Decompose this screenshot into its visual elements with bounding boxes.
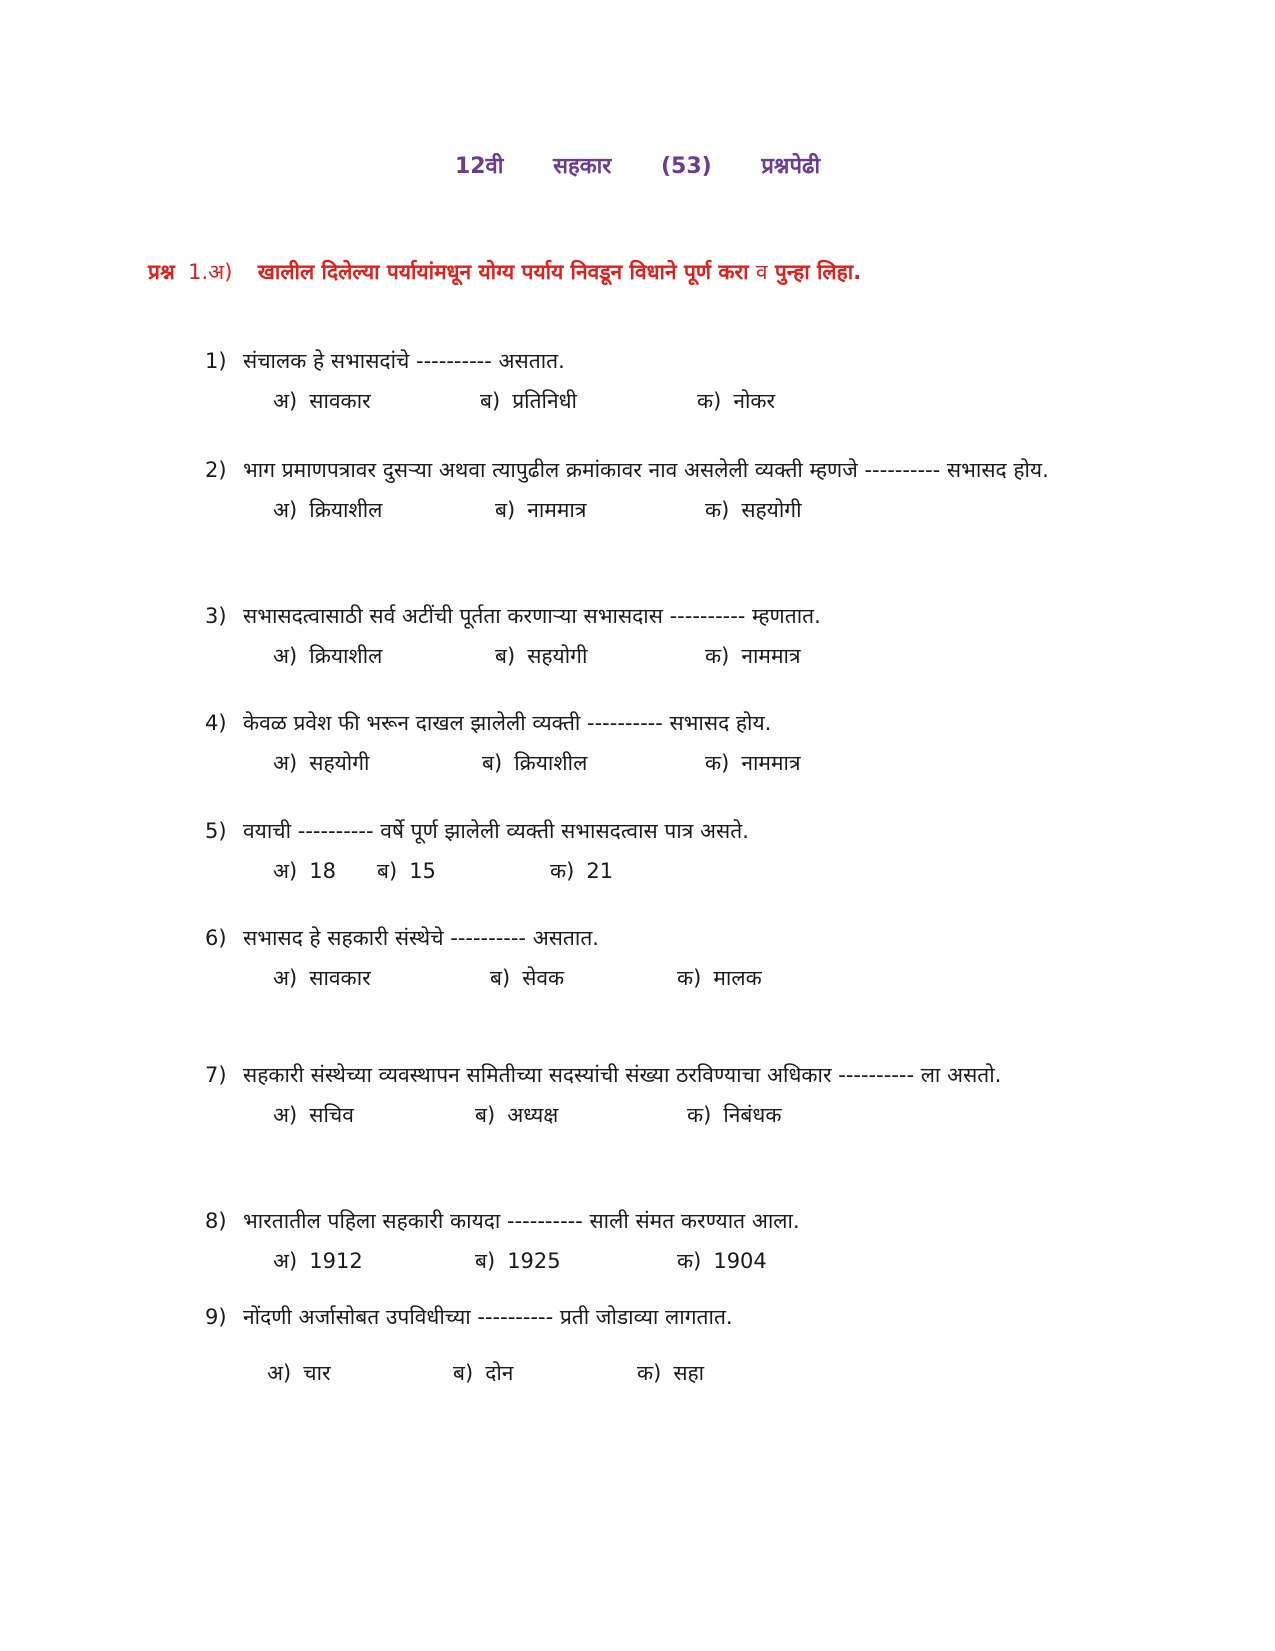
question-number: 6) bbox=[205, 926, 227, 950]
question-number: 3) bbox=[205, 604, 227, 628]
option-c: क) नाममात्र bbox=[705, 751, 801, 775]
option-b: ब) अध्यक्ष bbox=[475, 1103, 559, 1127]
option-c: क) 21 bbox=[550, 859, 614, 883]
question-number: 7) bbox=[205, 1063, 227, 1087]
section-conjunction: व bbox=[755, 260, 768, 284]
option-b: ब) सहयोगी bbox=[495, 644, 588, 668]
option-c: क) 1904 bbox=[677, 1249, 767, 1273]
question-number: 5) bbox=[205, 819, 227, 843]
question-2 bbox=[205, 450, 1125, 530]
question-number: 1) bbox=[205, 349, 227, 373]
option-b: ब) 1925 bbox=[475, 1249, 561, 1273]
section-heading bbox=[148, 258, 861, 286]
option-b: ब) 15 bbox=[377, 859, 436, 883]
option-b: ब) सेवक bbox=[490, 966, 565, 990]
option-a: अ) चार bbox=[267, 1361, 331, 1385]
title-class: 12वी bbox=[454, 154, 504, 179]
option-a: अ) सहयोगी bbox=[273, 751, 370, 775]
option-b: ब) प्रतिनिधी bbox=[480, 389, 577, 413]
question-text: वयाची ---------- वर्षे पूर्ण झालेली व्यक्ती सभासदत्वास पात्र असते. bbox=[243, 819, 749, 843]
section-label: प्रश्न bbox=[148, 260, 175, 284]
options bbox=[205, 490, 1125, 530]
question-text: सभासदत्वासाठी सर्व अटींची पूर्तता करणाऱ्या सभासदास ---------- म्हणतात. bbox=[243, 604, 821, 628]
section-number: 1.अ) bbox=[188, 260, 233, 284]
option-a: अ) सावकार bbox=[273, 389, 371, 413]
title-subject: सहकार bbox=[553, 154, 612, 179]
option-c: क) सहयोगी bbox=[705, 498, 802, 522]
question-4 bbox=[205, 703, 1125, 783]
option-a: अ) सावकार bbox=[273, 966, 371, 990]
options bbox=[205, 1353, 1125, 1393]
question-text: संचालक हे सभासदांचे ---------- असतात. bbox=[243, 349, 565, 373]
option-b: ब) नाममात्र bbox=[495, 498, 587, 522]
option-c: क) सहा bbox=[637, 1361, 705, 1385]
option-b: ब) दोन bbox=[453, 1361, 514, 1385]
question-7 bbox=[205, 1055, 1125, 1135]
option-b: ब) क्रियाशील bbox=[482, 751, 588, 775]
option-a: अ) क्रियाशील bbox=[273, 644, 383, 668]
question-9 bbox=[205, 1297, 1125, 1393]
question-text: सभासद हे सहकारी संस्थेचे ---------- असतात. bbox=[243, 926, 599, 950]
options bbox=[205, 958, 1125, 998]
question-text: केवळ प्रवेश फी भरून दाखल झालेली व्यक्ती ---------- सभासद होय. bbox=[243, 711, 772, 735]
option-a: अ) 18 bbox=[273, 859, 336, 883]
option-c: क) मालक bbox=[677, 966, 762, 990]
question-text: भाग प्रमाणपत्रावर दुसऱ्या अथवा त्यापुढील क्रमांकावर नाव असलेली व्यक्ती म्हणजे ---------- सभासद होय. bbox=[243, 458, 1049, 482]
title-code: (53) bbox=[660, 154, 712, 179]
options bbox=[205, 636, 1125, 676]
question-8 bbox=[205, 1201, 1125, 1281]
options bbox=[205, 1241, 1125, 1281]
option-a: अ) सचिव bbox=[273, 1103, 354, 1127]
question-text: भारतातील पहिला सहकारी कायदा ---------- साली संमत करण्यात आला. bbox=[243, 1209, 800, 1233]
options bbox=[205, 1095, 1125, 1135]
option-a: अ) 1912 bbox=[273, 1249, 363, 1273]
question-number: 2) bbox=[205, 458, 227, 482]
option-a: अ) क्रियाशील bbox=[273, 498, 383, 522]
question-6 bbox=[205, 918, 1125, 998]
options bbox=[205, 381, 1125, 421]
question-1 bbox=[205, 341, 1125, 421]
question-3 bbox=[205, 596, 1125, 676]
question-number: 4) bbox=[205, 711, 227, 735]
option-c: क) नोकर bbox=[697, 389, 776, 413]
question-number: 8) bbox=[205, 1209, 227, 1233]
option-c: क) नाममात्र bbox=[705, 644, 801, 668]
section-instruction-end: पुन्हा लिहा. bbox=[774, 260, 862, 284]
question-5 bbox=[205, 811, 1125, 891]
options bbox=[205, 851, 1125, 891]
option-c: क) निबंधक bbox=[687, 1103, 782, 1127]
question-text: सहकारी संस्थेच्या व्यवस्थापन समितीच्या सदस्यांची संख्या ठरविण्याचा अधिकार ---------- ला असतो. bbox=[243, 1063, 1002, 1087]
question-text: नोंदणी अर्जासोबत उपविधीच्या ---------- प्रती जोडाव्या लागतात. bbox=[243, 1305, 733, 1329]
section-instruction: खालील दिलेल्या पर्यायांमधून योग्य पर्याय निवडून विधाने पूर्ण करा bbox=[257, 260, 749, 284]
options bbox=[205, 743, 1125, 783]
question-number: 9) bbox=[205, 1305, 227, 1329]
title-bank: प्रश्नपेढी bbox=[761, 154, 821, 179]
page-title bbox=[0, 150, 1275, 180]
